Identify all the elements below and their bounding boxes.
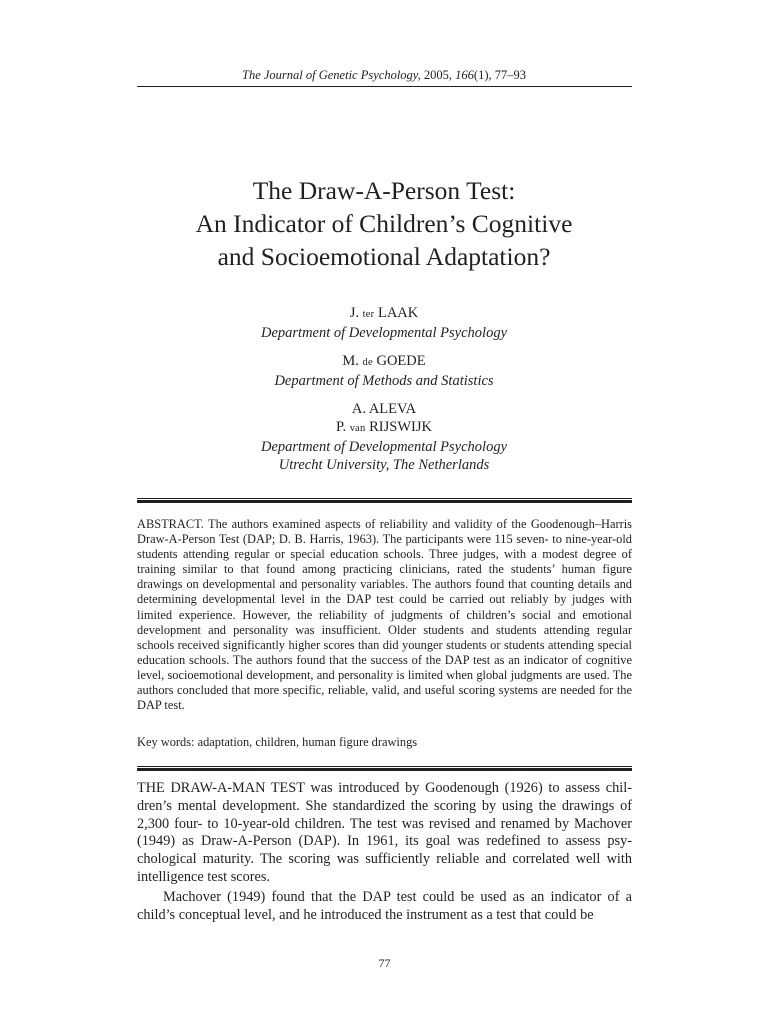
author-department: Department of Developmental Psychology [260,325,508,341]
author-group-2 [120,352,648,390]
author-affiliation: Utrecht University, The Netherlands [278,457,490,473]
title-line-1: The Draw-A-Person Test: [252,176,516,205]
journal-issue-pages: (1), 77–93 [473,68,526,82]
body-paragraph: THE DRAW-A-MAN TEST was introduced by Goodenough (1926) to assess children’s mental development. She standardized the scoring by using the drawings of 2,300 four- to 10-year-old children. The test was revised and renamed by Machover (1949) as Draw-A-Person (DAP). In 1961, its goal was redefined to assess psychological maturity. The scoring was sufficiently reliable and correlated well with intelligence test scores. [137,780,632,885]
article-body [137,780,632,924]
journal-year: 2005, [420,68,456,82]
author-name: A. ALEVA [351,401,417,417]
abstract-top-rule [137,498,632,503]
title-line-3: and Socioemotional Adaptation? [217,242,551,271]
author-block [120,304,648,474]
lead-in-caps: THE DRAW-A-MAN TEST [137,780,305,796]
author-name: J. ter LAAK [349,305,419,321]
body-paragraph: Machover (1949) found that the DAP test could be used as an indicator of a child’s conceptual level, and he introduced the instrument as a test that could be [137,888,632,923]
journal-volume: 166 [455,68,474,82]
page-number: 77 [378,956,391,970]
header-rule [137,86,632,87]
author-department: Department of Methods and Statistics [274,373,494,389]
title-line-2: An Indicator of Children’s Cognitive [195,209,573,238]
abstract-bottom-rule [137,766,632,771]
article-title [120,174,648,273]
author-name: M. de GOEDE [342,353,426,369]
journal-name: The Journal of Genetic Psychology, [242,68,421,82]
running-head [137,67,631,83]
author-group-1 [120,304,648,342]
keywords: Key words: adaptation, children, human figure drawings [137,735,418,749]
abstract-text: ABSTRACT. The authors examined aspects of reliability and validity of the Goodenough–Harris Draw-A-Person Test (DAP; D. B. Harris, 1963). The participants were 115 seven- to nine-year-old students attending regular or special education schools. Three judges, with a modest degree of training similar to that found among practicing clinicians, rated the students’ human figure drawings on developmental and personality variables. The authors found that counting details and determining developmental level in the DAP test could be carried out reliably by judges with limited experience. However, the reliability of judgments of children’s social and emotional development and personality was insufficient. Older students and students attending regular schools received significantly higher scores than did younger students or students attending special education schools. The authors found that the success of the DAP test as an indicator of cognitive level, socioemotional development, and personality is limited when global judgments are used. The authors concluded that more specific, reliable, valid, and useful scoring systems are needed for the DAP test. [137,517,632,713]
author-department: Department of Developmental Psychology [260,439,508,455]
author-name: P. van RIJSWIJK [336,419,432,435]
abstract [137,517,632,713]
author-group-3 [120,400,648,474]
